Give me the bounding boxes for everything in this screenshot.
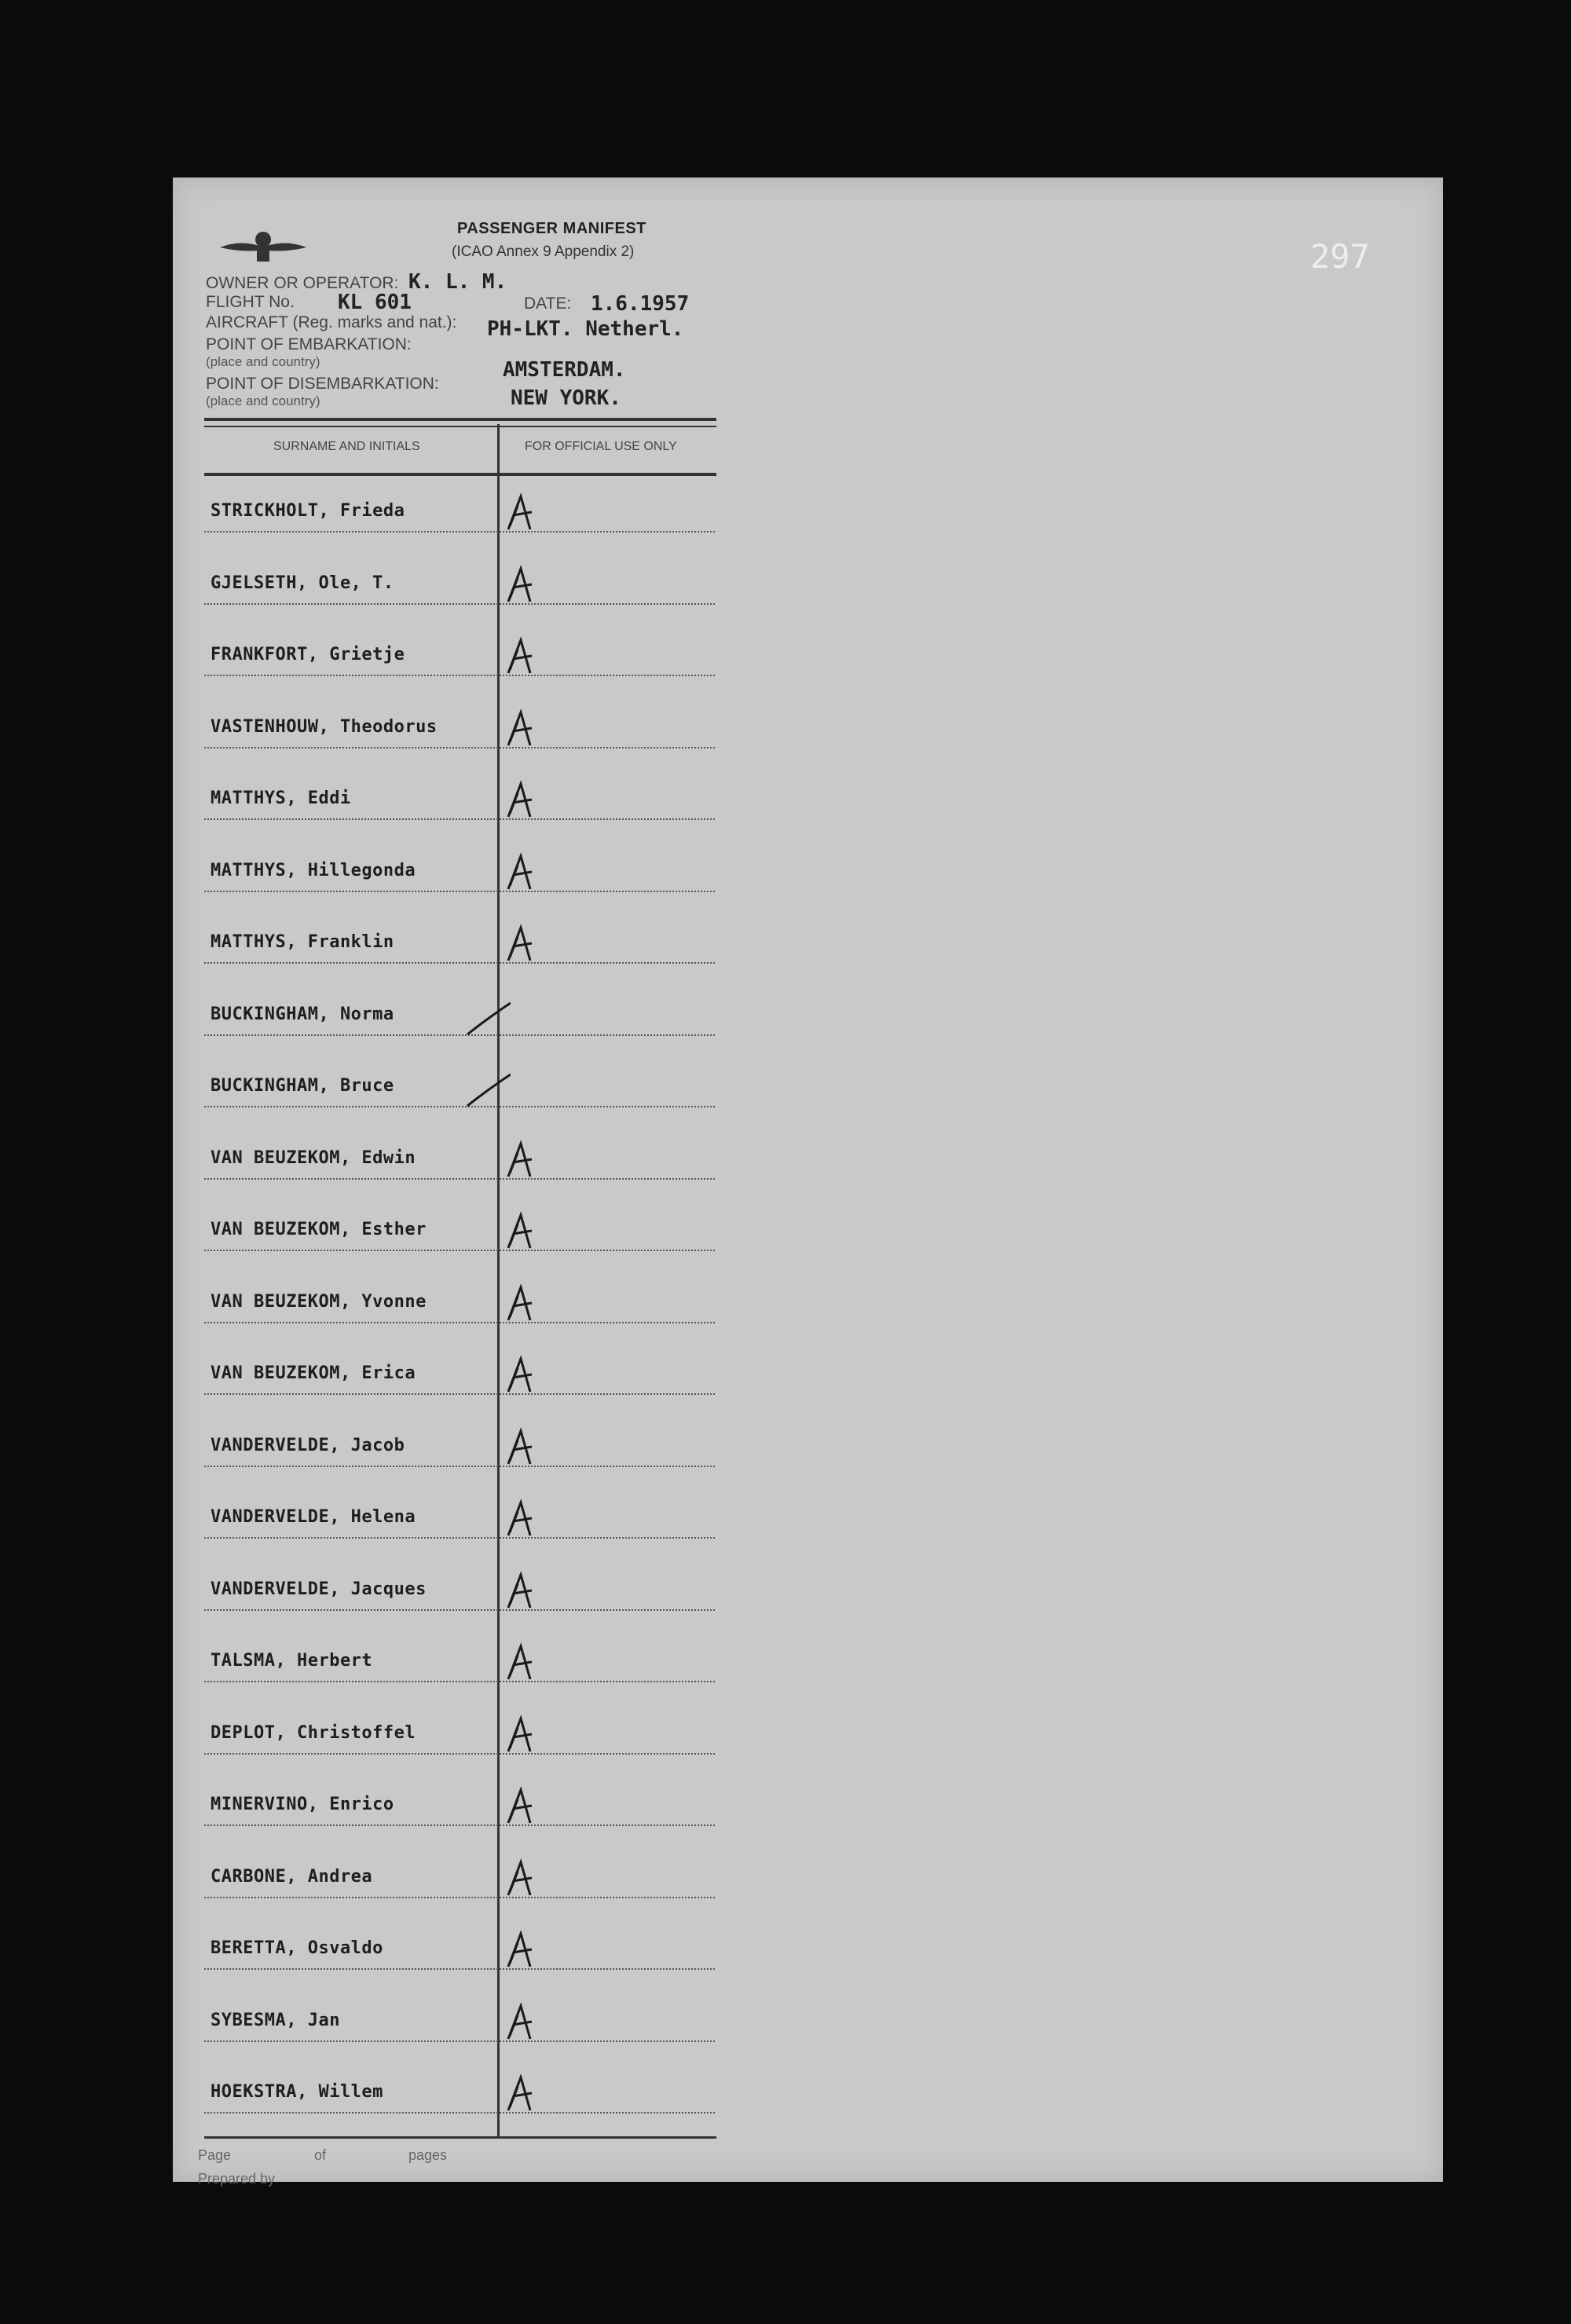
official-check-mark-icon [499, 923, 546, 970]
official-check-mark-icon [499, 779, 546, 826]
passenger-entry: GJELSETH, Ole, T. [211, 573, 394, 593]
passenger-entry: CARBONE, Andrea [211, 1866, 373, 1887]
embark-value: AMSTERDAM. [503, 358, 626, 382]
passenger-entry: VANDERVELDE, Jacques [211, 1579, 427, 1599]
official-check-mark-icon [499, 1857, 546, 1905]
passenger-entry: VANDERVELDE, Helena [211, 1507, 416, 1527]
official-check-mark-icon [499, 1426, 546, 1473]
official-check-mark-icon [499, 2001, 546, 2048]
passenger-entry: VAN BEUZEKOM, Erica [211, 1363, 416, 1383]
aircraft-value: PH-LKT. Netherl. [487, 317, 684, 341]
row-line [204, 962, 715, 964]
embark-label: POINT OF EMBARKATION: [206, 335, 412, 353]
passenger-entry: STRICKHOLT, Frieda [211, 501, 405, 521]
passenger-entry: MATTHYS, Hillegonda [211, 860, 416, 880]
row-line [204, 603, 715, 605]
passenger-entry: DEPLOT, Christoffel [211, 1722, 416, 1743]
row-line [204, 1106, 715, 1107]
passenger-entry: BERETTA, Osvaldo [211, 1938, 383, 1958]
footer-page-label: Page [198, 2147, 232, 2163]
footer-of-label: of [314, 2147, 327, 2163]
official-check-mark-icon [499, 1354, 546, 1401]
official-check-mark-icon [499, 492, 546, 539]
row-line [204, 891, 715, 892]
row-line [204, 1178, 715, 1180]
official-check-mark-icon [499, 1139, 546, 1186]
row-line [204, 1609, 715, 1611]
official-check-mark-icon [499, 1570, 546, 1617]
passenger-entry: FRANKFORT, Grietje [211, 645, 405, 664]
row-line [204, 818, 715, 820]
official-check-mark-icon [499, 1714, 546, 1761]
official-check-mark-icon [499, 2073, 546, 2120]
passenger-entry: VASTENHOUW, Theodorus [211, 716, 438, 737]
owner-label: OWNER OR OPERATOR: [206, 274, 399, 292]
row-line [204, 1897, 715, 1898]
surname-column-header: SURNAME AND INITIALS [273, 440, 420, 453]
official-check-mark-icon [499, 708, 546, 755]
official-check-mark-icon [463, 995, 511, 1042]
passenger-entry: VAN BEUZEKOM, Esther [211, 1220, 427, 1239]
passenger-entry: BUCKINGHAM, Norma [211, 1004, 394, 1024]
document-subtitle: (ICAO Annex 9 Appendix 2) [452, 243, 635, 260]
row-line [204, 747, 715, 748]
official-check-mark-icon [499, 564, 546, 611]
row-line [204, 1034, 715, 1036]
disembark-sub: (place and country) [206, 393, 320, 408]
row-line [204, 675, 715, 676]
official-check-mark-icon [463, 1067, 511, 1114]
date-label: DATE: [524, 295, 572, 313]
row-line [204, 1968, 715, 1970]
official-check-mark-icon [499, 635, 546, 683]
klm-crown-logo-icon [216, 222, 310, 269]
official-check-mark-icon [499, 1929, 546, 1976]
footer-rule [204, 2136, 716, 2139]
passenger-entry: VAN BEUZEKOM, Yvonne [211, 1291, 427, 1312]
row-line [204, 1681, 715, 1682]
header-rule-thin [204, 426, 716, 427]
official-check-mark-icon [499, 851, 546, 898]
passenger-entry: VANDERVELDE, Jacob [211, 1435, 405, 1455]
disembark-value: NEW YORK. [511, 386, 621, 410]
passenger-entry: BUCKINGHAM, Bruce [211, 1076, 394, 1096]
official-check-mark-icon [499, 1785, 546, 1832]
official-column-header: FOR OFFICIAL USE ONLY [525, 440, 677, 453]
official-check-mark-icon [499, 1498, 546, 1545]
official-check-mark-icon [499, 1641, 546, 1689]
row-line [204, 1753, 715, 1755]
row-line [204, 1537, 715, 1539]
owner-value: K. L. M. [408, 270, 507, 294]
flight-label: FLIGHT No. [206, 293, 295, 311]
passenger-entry: MATTHYS, Eddi [211, 789, 351, 808]
page-number: 297 [1310, 237, 1370, 276]
date-value: 1.6.1957 [591, 292, 690, 316]
passenger-entry: HOEKSTRA, Willem [211, 2082, 383, 2102]
passenger-entry: TALSMA, Herbert [211, 1651, 373, 1671]
row-line [204, 531, 715, 533]
passenger-entry: MATTHYS, Franklin [211, 932, 394, 952]
official-check-mark-icon [499, 1210, 546, 1257]
disembark-label: POINT OF DISEMBARKATION: [206, 375, 439, 393]
official-check-mark-icon [499, 1283, 546, 1330]
document-title: PASSENGER MANIFEST [457, 220, 646, 237]
row-line [204, 2112, 715, 2114]
row-line [204, 1322, 715, 1323]
row-line [204, 1250, 715, 1251]
footer-prepared-label: Prepared by [198, 2171, 276, 2187]
passenger-entry: MINERVINO, Enrico [211, 1795, 394, 1814]
flight-value: KL 601 [338, 291, 412, 314]
header-rule [204, 418, 716, 421]
footer-pages-label: pages [408, 2147, 448, 2163]
column-header-rule [204, 473, 716, 476]
embark-sub: (place and country) [206, 354, 320, 369]
row-line [204, 1466, 715, 1467]
passenger-entry: VAN BEUZEKOM, Edwin [211, 1147, 416, 1168]
aircraft-label: AIRCRAFT (Reg. marks and nat.): [206, 313, 457, 331]
row-line [204, 2040, 715, 2042]
row-line [204, 1824, 715, 1826]
row-line [204, 1393, 715, 1395]
passenger-entry: SYBESMA, Jan [211, 2010, 340, 2030]
